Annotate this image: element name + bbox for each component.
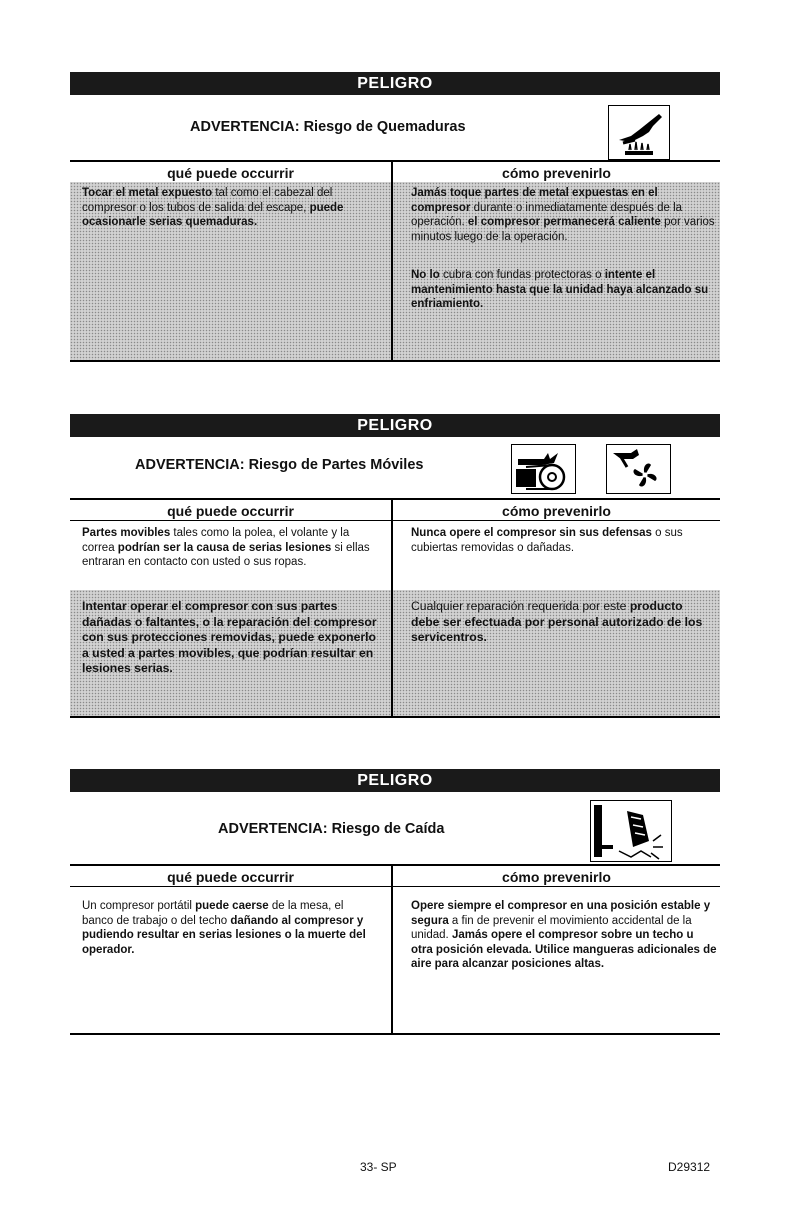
prevention-text: Nunca opere el compresor sin sus defensas o sus cubiertas removidas o dañadas. [411, 527, 683, 554]
hazard-section-moving-parts [70, 414, 720, 720]
column-divider [391, 498, 393, 718]
hot-surface-icon [608, 105, 670, 160]
fan-blade-icon [606, 444, 671, 494]
col-header-what-can-happen: qué puede occurrir [167, 869, 294, 885]
document-code: D29312 [668, 1160, 711, 1174]
page-number: 33- SP [360, 1160, 397, 1174]
col-header-how-to-prevent: cómo prevenirlo [502, 869, 611, 885]
hazard-section-fall [70, 769, 720, 1039]
danger-banner: PELIGRO [70, 769, 720, 792]
warning-title: ADVERTENCIA: Riesgo de Quemaduras [190, 119, 466, 135]
column-header-row [70, 498, 720, 524]
danger-banner: PELIGRO [70, 72, 720, 95]
table-bottom-rule [70, 716, 720, 718]
col-header-what-can-happen: qué puede occurrir [167, 503, 294, 519]
col-header-how-to-prevent: cómo prevenirlo [502, 503, 611, 519]
hazard-description: Partes movibles tales como la polea, el volante y la correa podrían ser la causa de serias lesiones si ellas entraran en contacto con usted o sus ropas. [82, 527, 370, 568]
hazard-description: Intentar operar el compresor con sus partes dañadas o faltantes, o la reparación del compresor con sus protecciones removidas, puede exponerlo a usted a partes movibles, que podrían resultar en lesiones serias. [82, 599, 377, 675]
hazard-description: Tocar el metal expuesto tal como el cabezal del compresor o los tubos de salida del escape, puede ocasionarle serias quemaduras. [82, 187, 344, 228]
prevention-text: Cualquier reparación requerida por este producto debe ser efectuada por personal autorizado de los servicentros. [411, 599, 703, 644]
column-divider [391, 864, 393, 1035]
prevention-text: Opere siempre el compresor en una posición estable y segura a fin de prevenir el movimiento accidental de la unidad. Jamás opere el compresor sobre un techo u otra posición elevada. Utilice mangueras adicionales de aire para alcanzar posiciones altas. [411, 900, 717, 970]
prevention-text: Jamás toque partes de metal expuestas en el compresor durante o inmediatamente después de la operación. el compresor permanecerá caliente por varios minutos luego de la operación. [411, 187, 715, 243]
divider [70, 520, 391, 521]
divider [393, 520, 720, 521]
hazard-section-burn [70, 72, 720, 364]
divider [393, 886, 720, 887]
table-bottom-rule [70, 360, 720, 362]
danger-banner: PELIGRO [70, 414, 720, 437]
prevention-text: No lo cubra con fundas protectoras o intente el mantenimiento hasta que la unidad haya alcanzado su enfriamiento. [411, 269, 709, 310]
hazard-description: Un compresor portátil puede caerse de la mesa, el banco de trabajo o del techo dañando al compresor y pudiendo resultar en serias lesiones o la muerte del operador. [82, 900, 366, 956]
divider [70, 886, 391, 887]
col-header-what-can-happen: qué puede occurrir [167, 165, 294, 181]
warning-title: ADVERTENCIA: Riesgo de Partes Móviles [135, 457, 424, 473]
table-bottom-rule [70, 1033, 720, 1035]
pulley-pinch-icon [511, 444, 576, 494]
falling-object-icon [590, 800, 672, 862]
col-header-how-to-prevent: cómo prevenirlo [502, 165, 611, 181]
warning-title: ADVERTENCIA: Riesgo de Caída [218, 821, 445, 837]
column-header-row [70, 864, 720, 890]
column-divider [391, 160, 393, 362]
